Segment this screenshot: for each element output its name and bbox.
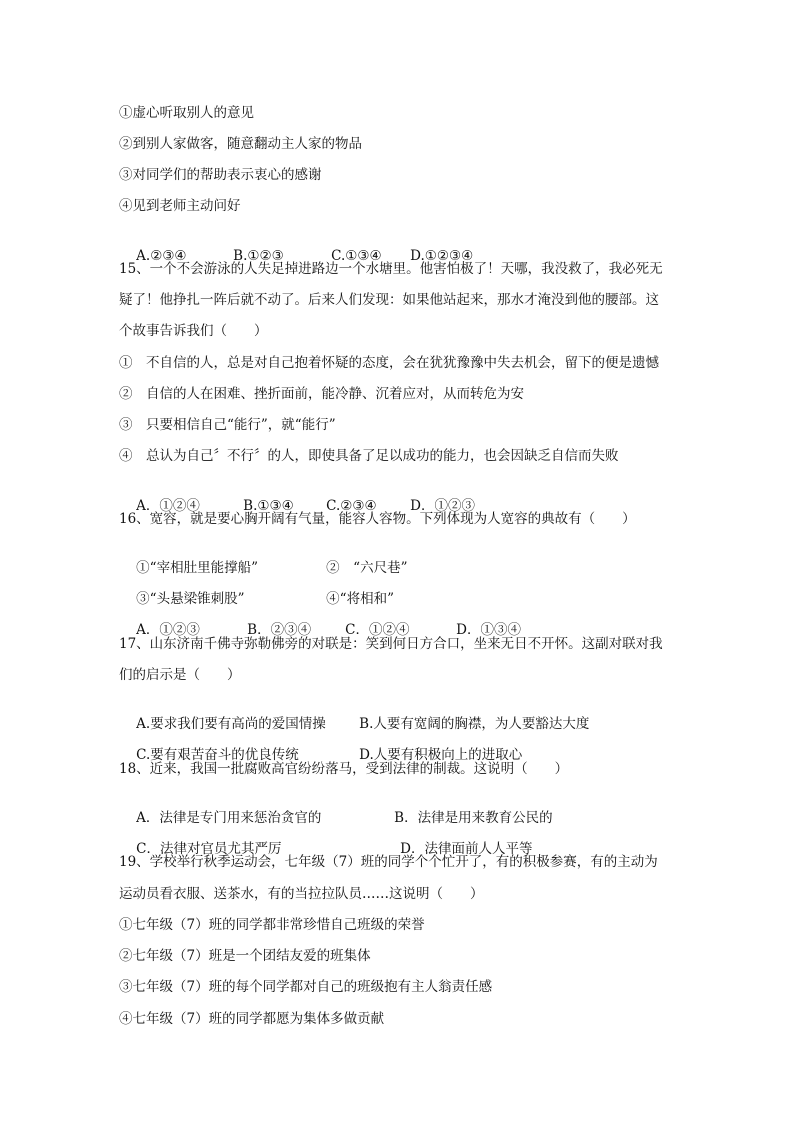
q16-item-2: ② “六尺巷” [326,560,408,576]
q15-stem-line-3: 个故事告诉我们（ ） [119,323,268,339]
q19-item-2: ②七年级（7）班是一个团结友爱的班集体 [119,948,371,964]
q14-option-d: D.①②③④ [410,248,474,264]
q16-option-a: A．①②③ [136,622,200,638]
q15-option-b: B.①③④ [243,498,294,514]
q15-option-d: D．①②③ [410,498,475,514]
q19-stem-line-1: 19、学校举行秋季运动会，七年级（7）班的同学个个忙开了，有的积极参赛，有的主动为 [119,854,658,870]
q17-option-d: D.人要有积极向上的进取心 [359,747,523,763]
q14-item-3: ③对同学们的帮助表示衷心的感谢 [119,167,322,183]
q17-stem-line-2: 们的启示是（ ） [119,667,241,683]
q16-item-1: ①“宰相肚里能撑船” [136,560,258,576]
q17-option-a: A.要求我们要有高尚的爱国情操 [136,716,326,732]
q15-option-c: C.②③④ [326,498,377,514]
q19-stem-line-2: 运动员看衣服、送茶水，有的当拉拉队员……这说明（ ） [119,886,484,902]
q14-item-4: ④见到老师主动问好 [119,198,241,214]
q14-item-2: ②到别人家做客，随意翻动主人家的物品 [119,136,362,152]
q15-option-a: A．①②④ [136,498,200,514]
q16-option-c: C．①②④ [345,622,410,638]
q14-option-c: C.①③④ [331,248,382,264]
q18-stem: 18、近来，我国一批腐败高官纷纷落马，受到法律的制裁。这说明（ ） [119,761,569,777]
q16-item-4: ④“将相和” [326,591,394,607]
q18-option-a: A．法律是专门用来惩治贪官的 [136,810,322,826]
q18-option-d: D．法律面前人人平等 [400,841,533,857]
q15-item-3: ③ 只要相信自己“能行”，就“能行” [119,417,336,433]
q18-option-b: B．法律是用来教育公民的 [394,810,553,826]
q19-item-3: ③七年级（7）班的每个同学都对自己的班级抱有主人翁责任感 [119,979,493,995]
q18-option-c: C．法律对官员尤其严厉 [136,841,282,857]
q14-option-a: A.②③④ [136,248,187,264]
q15-item-2: ② 自信的人在困难、挫折面前，能冷静、沉着应对，从而转危为安 [119,386,524,402]
q16-option-d: D．①③④ [456,622,521,638]
q16-option-b: B．②③④ [247,622,312,638]
q19-item-1: ①七年级（7）班的同学都非常珍惜自己班级的荣誉 [119,917,425,933]
q15-stem-line-1: 15、一个不会游泳的人失足掉进路边一个水塘里。他害怕极了！天哪，我没救了，我必死无 [119,261,663,277]
q14-option-b: B.①②③ [233,248,284,264]
q15-stem-line-2: 疑了！他挣扎一阵后就不动了。后来人们发现：如果他站起来，那水才淹没到他的腰部。这 [119,292,659,308]
q17-option-b: B.人要有宽阔的胸襟，为人要豁达大度 [359,716,590,732]
q15-item-1: ① 不自信的人，总是对自己抱着怀疑的态度，会在犹犹豫豫中失去机会，留下的便是遗憾 [119,355,659,371]
q17-option-c: C.要有艰苦奋斗的优良传统 [136,747,299,763]
q14-item-1: ①虚心听取别人的意见 [119,105,254,121]
q17-stem-line-1: 17、山东济南千佛寺弥勒佛旁的对联是：笑到何日方合口，坐来无日不开怀。这副对联对我 [119,636,663,652]
q15-item-4: ④ 总认为自己〞不行〞的人，即使具备了足以成功的能力，也会因缺乏自信而失败 [119,448,619,464]
q19-item-4: ④七年级（7）班的同学都愿为集体多做贡献 [119,1011,385,1027]
q16-stem: 16、宽容，就是要心胸开阔有气量，能容人容物。下列体现为人宽容的典故有（ ） [119,511,636,527]
q16-item-3: ③“头悬梁锥刺股” [136,591,245,607]
